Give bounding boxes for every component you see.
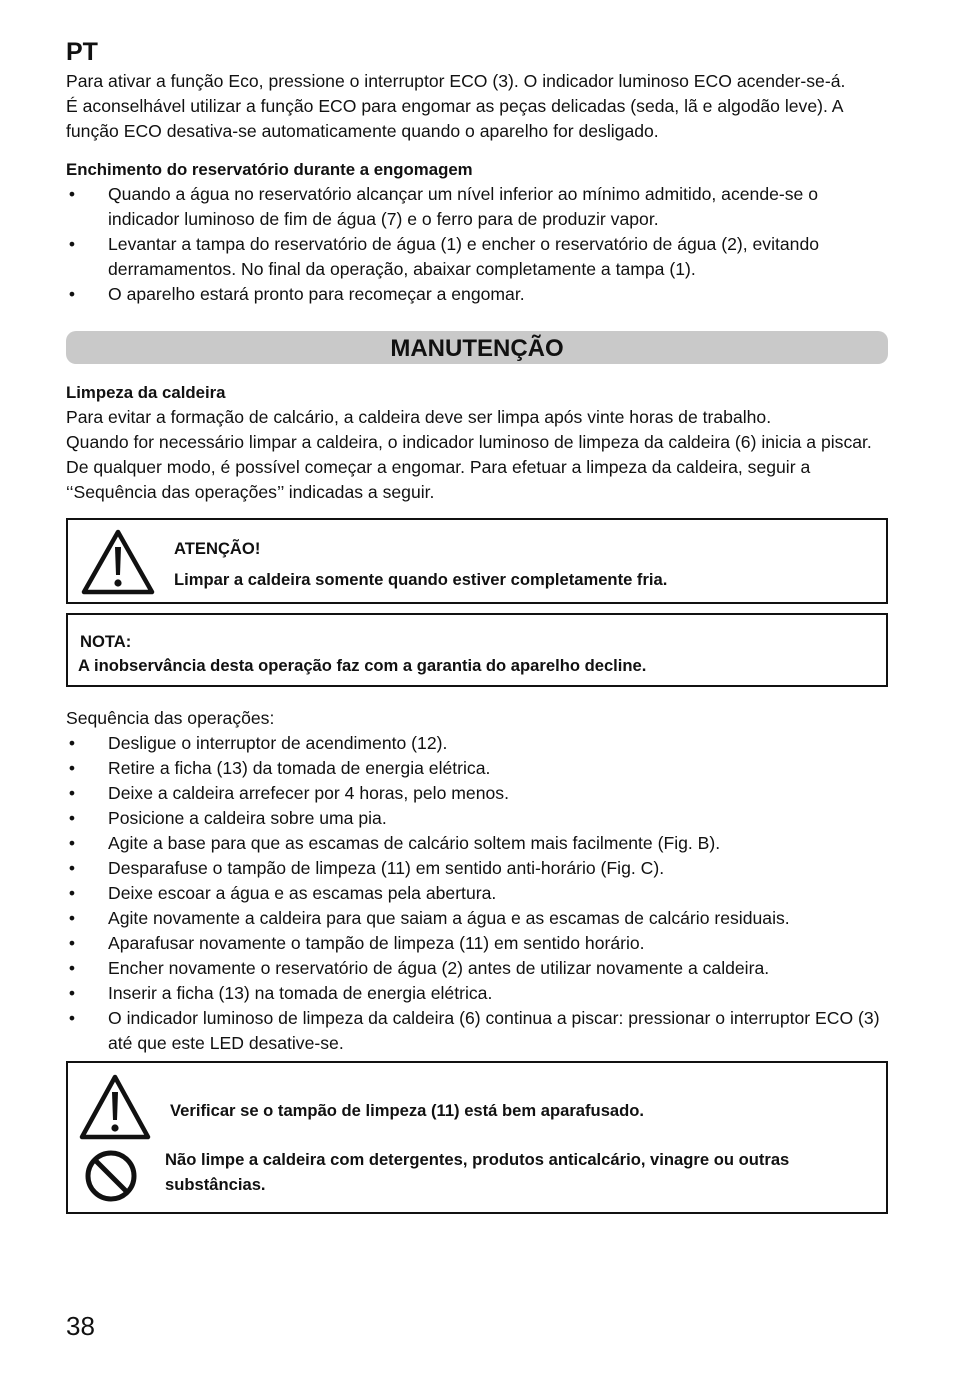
final-warning-box bbox=[66, 1061, 888, 1214]
language-code: PT bbox=[66, 38, 98, 66]
note-text: A inobservância desta operação faz com a garantia do aparelho decline. bbox=[78, 656, 647, 675]
sequence-intro: Sequência das operações: bbox=[66, 708, 275, 728]
list-item: • Encher novamente o reservatório de água (2) antes de utilizar novamente a caldeira. bbox=[68, 958, 770, 978]
list-item: • Deixe a caldeira arrefecer por 4 horas, pelo menos. bbox=[68, 783, 509, 803]
list-item: • Desligue o interruptor de acendimento (12). bbox=[68, 733, 448, 753]
manual-page bbox=[66, 38, 888, 1214]
list-item: • Posicione a caldeira sobre uma pia. bbox=[68, 808, 387, 828]
list-item: • O indicador luminoso de limpeza da caldeira (6) continua a piscar: pressionar o interruptor ECO (3) até que este LED desative-se. bbox=[68, 1008, 880, 1053]
warning-triangle-icon bbox=[78, 1072, 152, 1142]
warning-text: Limpar a caldeira somente quando estiver completamente fria. bbox=[174, 570, 668, 589]
refill-heading: Enchimento do reservatório durante a engomagem bbox=[66, 160, 473, 179]
list-item: • Agite a base para que as escamas de calcário soltem mais facilmente (Fig. B). bbox=[68, 833, 721, 853]
list-item: • Desparafuse o tampão de limpeza (11) em sentido anti-horário (Fig. C). bbox=[68, 858, 665, 878]
warning-triangle-icon bbox=[80, 527, 156, 597]
list-item: • Quando a água no reservatório alcançar um nível inferior ao mínimo admitido, acende-se o indicador luminoso de fim de água (7) e o ferro para de produzir vapor. bbox=[68, 184, 819, 229]
refill-list bbox=[66, 182, 888, 307]
list-item: • Agite novamente a caldeira para que saiam a água e as escamas de calcário residuais. bbox=[68, 908, 790, 928]
note-box bbox=[66, 613, 888, 687]
cleaning-heading: Limpeza da caldeira bbox=[66, 383, 226, 402]
prohibition-icon bbox=[84, 1149, 138, 1203]
list-item: • Aparafusar novamente o tampão de limpeza (11) em sentido horário. bbox=[68, 933, 645, 953]
section-title: MANUTENÇÃO bbox=[66, 331, 888, 364]
cleaning-paragraph-2: Quando for necessário limpar a caldeira, o indicador luminoso de limpeza da caldeira (6) inicia a piscar. bbox=[66, 432, 872, 452]
warning-box bbox=[66, 518, 888, 604]
cleaning-paragraph-3: De qualquer modo, é possível começar a engomar. Para efetuar a limpeza da caldeira, seguir a ‘‘Sequência das operações’’ indicadas a seguir. bbox=[66, 457, 811, 502]
intro-paragraph-2: É aconselhável utilizar a função ECO para engomar as peças delicadas (seda, lã e algodão leve). A função ECO desativa-se automaticamente quando o aparelho for desligado. bbox=[66, 96, 843, 141]
list-item: • Deixe escoar a água e as escamas pela abertura. bbox=[68, 883, 497, 903]
page-number: 38 bbox=[66, 1311, 95, 1341]
list-item: • Retire a ficha (13) da tomada de energia elétrica. bbox=[68, 758, 491, 778]
intro-paragraph-1: Para ativar a função Eco, pressione o interruptor ECO (3). O indicador luminoso ECO acender-se-á. bbox=[66, 71, 846, 91]
list-item: • Levantar a tampa do reservatório de água (1) e encher o reservatório de água (2), evitando derramamentos. No final da operação, abaixar completamente a tampa (1). bbox=[68, 234, 820, 279]
cleaning-paragraph-1: Para evitar a formação de calcário, a caldeira deve ser limpa após vinte horas de trabalho. bbox=[66, 407, 772, 427]
note-title: NOTA: bbox=[80, 632, 132, 651]
list-item: • O aparelho estará pronto para recomeçar a engomar. bbox=[68, 284, 525, 304]
prohibit-text: Não limpe a caldeira com detergentes, produtos anticalcário, vinagre ou outras substâncias. bbox=[165, 1150, 790, 1194]
warning-title: ATENÇÃO! bbox=[174, 539, 261, 558]
sequence-list bbox=[66, 731, 888, 1056]
list-item: • Inserir a ficha (13) na tomada de energia elétrica. bbox=[68, 983, 493, 1003]
check-text: Verificar se o tampão de limpeza (11) está bem aparafusado. bbox=[170, 1101, 645, 1120]
